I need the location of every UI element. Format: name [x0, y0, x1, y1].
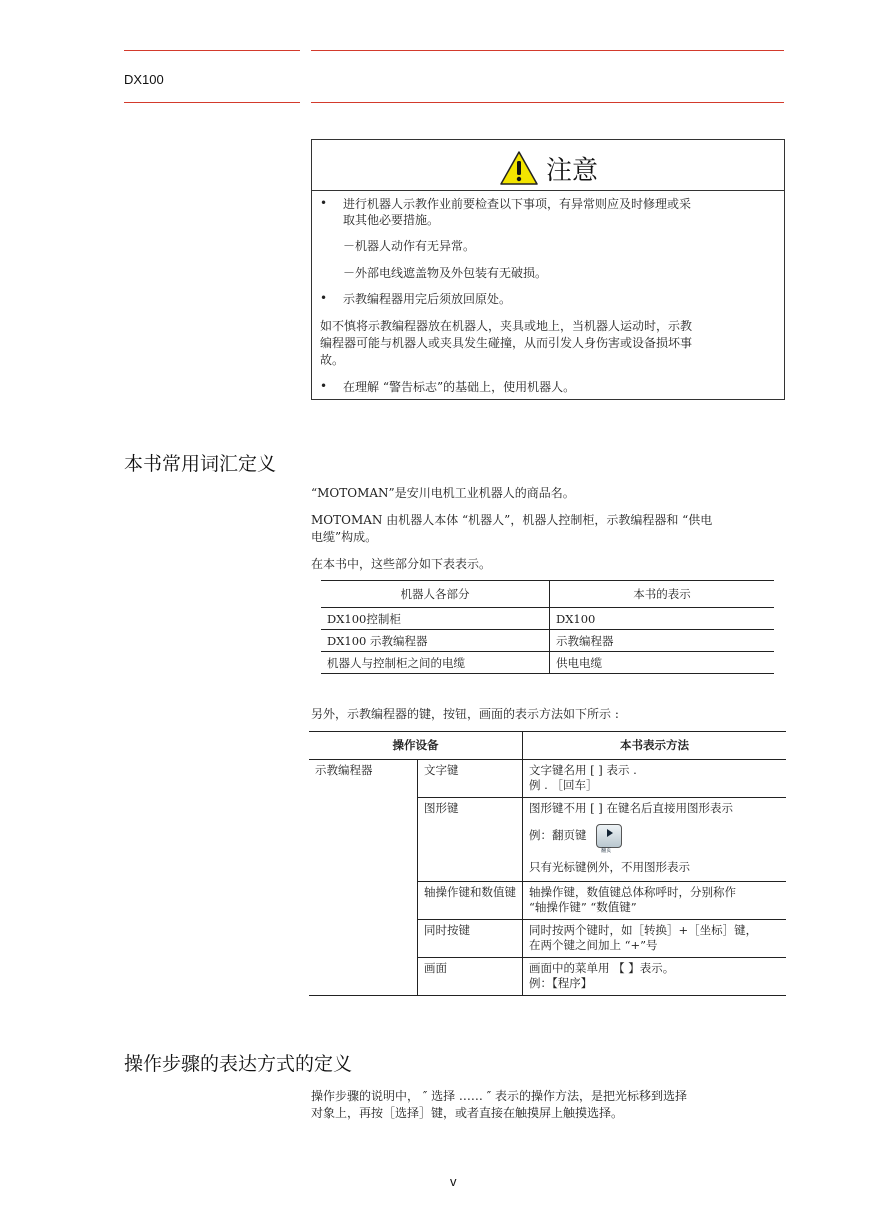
- table-row: [321, 608, 774, 630]
- desc-example: 例：翻页键: [529, 828, 587, 842]
- header-rule-right-top: [311, 50, 784, 51]
- page-key-label: 翻页: [601, 848, 612, 854]
- table-cell: 轴操作键和数值键: [418, 882, 523, 920]
- table-cell: [523, 920, 787, 958]
- caution-bullet1-line1: 进行机器人示教作业前要检查以下事项，有异常则应及时修理或采: [343, 197, 692, 211]
- desc-line: “轴操作键” “数值键”: [529, 900, 637, 914]
- page-key-icon: [596, 824, 622, 854]
- caution-box: [311, 139, 785, 400]
- table-cell: [523, 798, 787, 882]
- desc-line: 轴操作键，数值键总体称呼时，分别称作: [529, 885, 736, 899]
- section1-p1: “MOTOMAN”是安川电机工业机器人的商品名。: [311, 486, 575, 500]
- desc-line: 文字键名用 [ ] 表示 .: [529, 763, 637, 777]
- table-cell: 机器人与控制柜之间的电缆: [321, 652, 550, 674]
- table-cell: DX100 示教编程器: [321, 630, 550, 652]
- desc-line: 例：【程序】: [529, 976, 593, 990]
- section2-p1-line1: 操作步骤的说明中， ″ 选择 …… ″ 表示的操作方法，是把光标移到选择: [311, 1089, 688, 1103]
- table-row: [321, 630, 774, 652]
- caution-sub1: －机器人动作有无异常。: [343, 239, 476, 253]
- table-header-row: [309, 732, 786, 760]
- table-cell: [523, 760, 787, 798]
- table-header-cell: 机器人各部分: [321, 581, 550, 608]
- table-cell: 同时按键: [418, 920, 523, 958]
- bullet-mark: •: [320, 291, 328, 305]
- header-rule-left-top: [124, 50, 300, 51]
- caution-bullet3: 在理解 “警告标志”的基础上，使用机器人。: [343, 380, 576, 394]
- caution-bullet2: 示教编程器用完后须放回原处。: [343, 292, 512, 306]
- terms-table: [321, 580, 774, 674]
- desc-line: 画面中的菜单用 【 】表示。: [529, 961, 675, 975]
- section1-p3: 在本书中，这些部分如下表表示。: [311, 557, 492, 571]
- desc-line: 例 . ［回车］: [529, 778, 598, 792]
- caution-para-line2: 编程器可能与机器人或夹具发生碰撞，从而引发人身伤害或设备损坏事: [320, 336, 693, 350]
- table-cell: [523, 958, 787, 996]
- header-rule-right-bottom: [311, 102, 784, 103]
- table-cell: 画面: [418, 958, 523, 996]
- table-header-cell: 操作设备: [309, 732, 523, 760]
- page-number: v: [450, 1174, 457, 1189]
- model-label: DX100: [124, 72, 164, 87]
- desc-line-with-icon: [529, 822, 780, 854]
- caution-para-line1: 如不慎将示教编程器放在机器人，夹具或地上，当机器人运动时，示教: [320, 319, 693, 333]
- desc-line: 图形键不用 [ ] 在键名后直接用图形表示: [529, 801, 733, 815]
- warning-triangle-icon: [499, 150, 539, 186]
- notation-table: [309, 731, 786, 996]
- table-cell: DX100控制柜: [321, 608, 550, 630]
- desc-line: 同时按两个键时，如［转换］+［坐标］键，: [529, 923, 758, 937]
- table-cell: DX100: [550, 608, 775, 630]
- caution-title: 注意: [546, 156, 599, 186]
- desc-line: 在两个键之间加上 “+”号: [529, 938, 658, 952]
- table-cell: 供电电缆: [550, 652, 775, 674]
- caution-header: [312, 140, 784, 191]
- section2-p1-line2: 对象上，再按［选择］键，或者直接在触摸屏上触摸选择。: [311, 1106, 624, 1120]
- table-row: [321, 652, 774, 674]
- section1-p2-line1: MOTOMAN 由机器人本体 “机器人”，机器人控制柜，示教编程器和 “供电: [311, 513, 713, 527]
- bullet-mark: •: [320, 196, 328, 210]
- section1-p4: 另外，示教编程器的键，按钮，画面的表示方法如下所示 :: [311, 707, 619, 721]
- caution-para-line3: 故。: [320, 353, 345, 367]
- bullet-mark: •: [320, 379, 328, 393]
- table-cell: 示教编程器: [550, 630, 775, 652]
- table-header-row: [321, 581, 774, 608]
- caution-bullet1-line2: 取其他必要措施。: [343, 213, 440, 227]
- section2-heading: 操作步骤的表达方式的定义: [124, 1053, 353, 1075]
- header-rule-left-bottom: [124, 102, 300, 103]
- caution-sub2: －外部电线遮盖物及外包装有无破损。: [343, 266, 548, 280]
- table-cell: 文字键: [418, 760, 523, 798]
- table-cell: [523, 882, 787, 920]
- table-group-cell: 示教编程器: [309, 760, 418, 996]
- table-cell: 图形键: [418, 798, 523, 882]
- section1-heading: 本书常用词汇定义: [124, 453, 277, 475]
- section1-p2-line2: 电缆”构成。: [311, 530, 378, 544]
- table-header-cell: 本书表示方法: [523, 732, 787, 760]
- desc-line: 只有光标键例外，不用图形表示: [529, 860, 690, 874]
- table-header-cell: 本书的表示: [550, 581, 775, 608]
- table-row: [309, 760, 786, 798]
